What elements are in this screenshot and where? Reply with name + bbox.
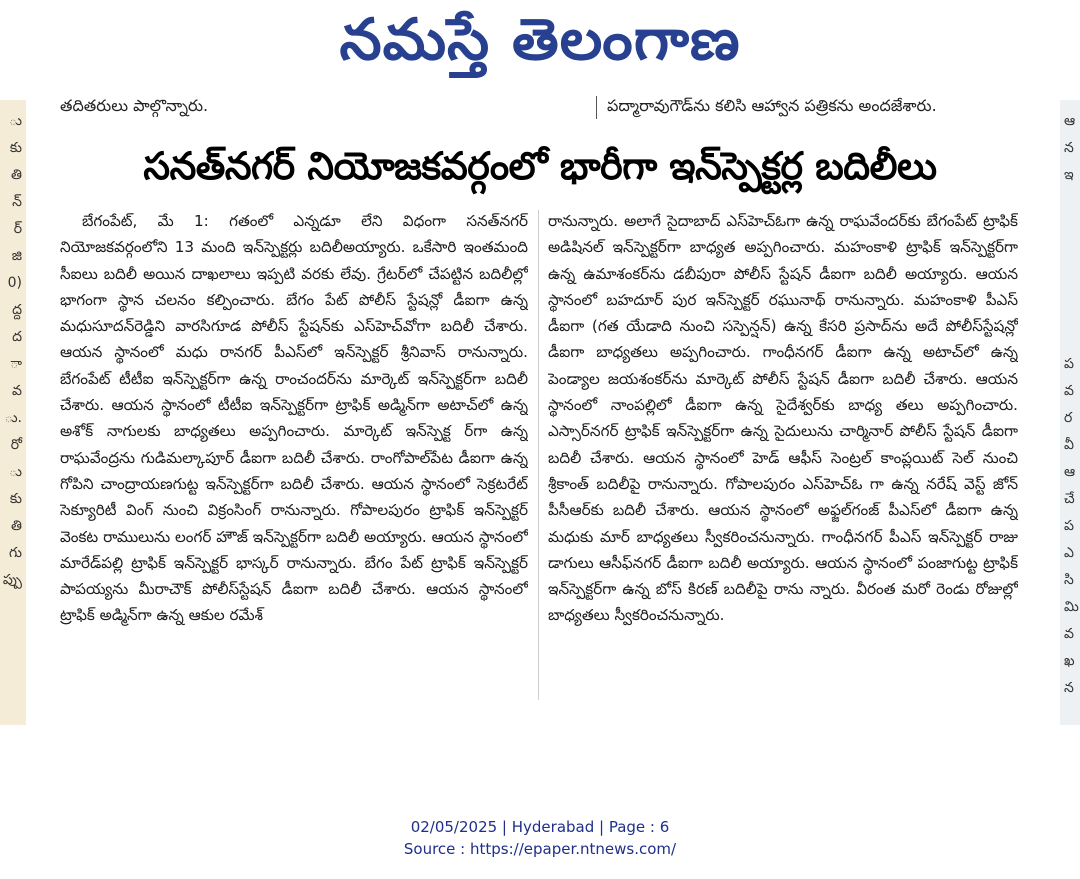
adjacent-column-right xyxy=(1060,100,1080,725)
column-divider xyxy=(538,210,539,700)
masthead xyxy=(0,0,1080,80)
article-column-1: బేగంపేట్, మే 1: గతంలో ఎన్నడూ లేని విధంగా సనత్‌నగర్ నియోజకవర్గంలోని 13 మంది ఇన్‌స్పెక్టర్లు బదిలీఅయ్యారు. ఒకేసారి ఇంతమంది సీఐలు బదిలీ అయిన దాఖలాలు ఇప్పటి వరకు లేవు. గ్రేటర్‌లో చేపట్టిన బదిలీల్లో భాగంగా స్థాన చలనం కల్పించారు. బేగం పేట్ పోలీస్ స్టేషన్లో డీఐగా ఉన్న మధుసూదన్‌రెడ్డిని వారసిగూడ పోలీస్ స్టేషన్‌కు ఎస్‌హెచ్‌వోగా బదిలీ చేశారు. ఆయన స్థానంలో మధు రానగర్ పీఎస్‌లో ఇన్‌స్పెక్టర్ శ్రీనివాస్ రానున్నారు. బేగంపేట్ టీటీఐ ఇన్‌స్పెక్టర్‌గా ఉన్న రాంచందర్‌ను మార్కెట్ ఇన్‌స్పెక్టర్‌గా బదిలీ చేశారు. ఆయన స్థానంలో టీటీఐ ఇన్‌స్పెక్టర్‌గా ట్రాఫిక్ అడ్మిన్‌గా అటాచ్‌లో ఉన్న అశోక్ నాగులకు బాధ్యతలు అప్పగించారు. మార్కెట్ ఇన్‌స్పెక్ట ర్‌గా ఉన్న రాఘవేంద్రను గుడిమల్కాపూర్ డీఐగా బదిలీ చేశారు. రాంగోపాల్‌పేట డీఐగా ఉన్న గోపిని చాంద్రాయణగుట్ట ఇన్‌స్పెక్టర్‌గా బదిలీ చేశారు. ఆయన స్థానంలో సెక్రటరేట్ సెక్యూరిటీ వింగ్ నుంచి విక్రంసింగ్ రానున్నారు. గోపాలపురం ట్రాఫిక్ ఇన్‌స్పెక్టర్ వెంకట రాములును లంగర్ హౌజ్ ఇన్‌స్పెక్టర్‌గా బదిలీ అయ్యారు. ఆయన స్థానంలో మారేడ్‌పల్లి ట్రాఫిక్ ఇన్‌స్పెక్టర్ భాస్కర్ రానున్నారు. బేగం పేట్ ట్రాఫిక్ ఇన్‌స్పెక్టర్ పాపయ్యను మీరాచౌక్ పోలీస్‌స్టేషన్ డీఐగా బదిలీ చేశారు. ఆయన స్థానంలో ట్రాఫిక్ అడ్మిన్‌గా ఉన్న ఆకుల రమేశ్ xyxy=(60,212,528,625)
carryover-left: తదితరులు పాల్గొన్నారు. xyxy=(60,96,209,115)
footer-date-edition: 02/05/2025 | Hyderabad | Page : 6 xyxy=(410,818,670,836)
page-footer xyxy=(0,816,1080,860)
adjacent-column-left xyxy=(0,100,26,725)
carryover-right: పద్మారావుగౌడ్‌ను కలిసి ఆహ్వాన పత్రికను అందజేశారు. xyxy=(596,96,1067,119)
article-column-2: రానున్నారు. అలాగే సైదాబాద్ ఎస్‌హెచ్‌ఓగా ఉన్న రాఘవేందర్‌కు బేగంపేట్ ట్రాఫిక్ అడిషినల్ ఇన్‌స్పెక్టర్‌గా బాధ్యత అప్పగించారు. మహంకాళి ట్రాఫిక్ ఇన్‌స్పెక్టర్‌గా ఉన్న ఉమాశంకర్‌ను డబీపురా పోలీస్ స్టేషన్ డీఐగా బదిలీ అయ్యారు. ఆయన స్థానంలో బహదూర్ పుర ఇన్‌స్పెక్టర్ రఘునాథ్ రానున్నారు. మహంకాళి పీఎస్ డీఐగా (గత యేడాది నుంచి సస్పెన్షన్) ఉన్న కేసరి ప్రసాద్‌ను అదే పోలీస్‌స్టేషన్లో డీఐగా బాధ్యతలు అప్పగించారు. గాంధీనగర్ డీఐగా ఉన్న అటాచ్‌లో ఉన్న పెండ్యాల జయశంకర్‌ను మార్కెట్ పోలీస్ స్టేషన్ డీఐగా బదిలీ చేశారు. ఆయన స్థానంలో నాంపల్లిలో డీఐగా ఉన్న సైదేశ్వర్‌కు బాధ్య తలు అప్పగించారు. ఎస్సార్‌నగర్ ట్రాఫిక్ ఇన్‌స్పెక్టర్‌గా ఉన్న సైదులును చార్మినార్ పోలీస్ స్టేషన్ డీఐగా బదిలీ చేశారు. ఆయన స్థానంలో హెడ్ ఆఫీస్ సెంట్రల్ కాంప్లయిట్ సెల్ నుంచి శ్రీకాంత్ బదిలీపై రానున్నారు. గోపాలపురం ఎస్‌హెచ్‌ఓ గా ఉన్న నరేష్ వెస్ట్ జోన్ పీసీఆర్‌కు బదిలీ చేశారు. ఆయన స్థానంలో అఫ్జల్‌గంజ్ పీఎస్‌లో డీఐగా ఉన్న మధుకు మార్ బాధ్యతలు స్వీకరించనున్నారు. గాంధీనగర్ పీఎస్ ఇన్‌స్పెక్టర్ రాజు డాగులు ఆసీఫ్‌నగర్ డీఐగా బదిలీ అయ్యారు. ఆయన స్థానంలో పంజాగుట్ట ట్రాఫిక్ ఇన్‌స్పెక్టర్‌గా ఉన్న బోస్ కిరణ్ బదిలీపై రాను న్నారు. వీరంత మరో రెండు రోజుల్లో బాధ్యతలు స్వీకరించనున్నారు. xyxy=(548,212,1018,625)
article-headline: సనత్‌నగర్ నియోజకవర్గంలో భారీగా ఇన్‌స్పెక్టర్ల బదిలీలు xyxy=(143,144,937,188)
masthead-logo: నమస్తే తెలంగాణ xyxy=(339,6,741,74)
adjacent-column-left-text: ు కు తి న్ ర్ జి 0) ద్ద ద ా వ ు. రో ు కు తి గు ప్పు xyxy=(2,113,22,588)
footer-source[interactable]: Source : https://epaper.ntnews.com/ xyxy=(403,840,677,858)
adjacent-column-right-text: ఆ న ఇ ప వ ర వీ ఆ చే ప ఎ సి మి వ ఖ న xyxy=(1064,113,1079,696)
